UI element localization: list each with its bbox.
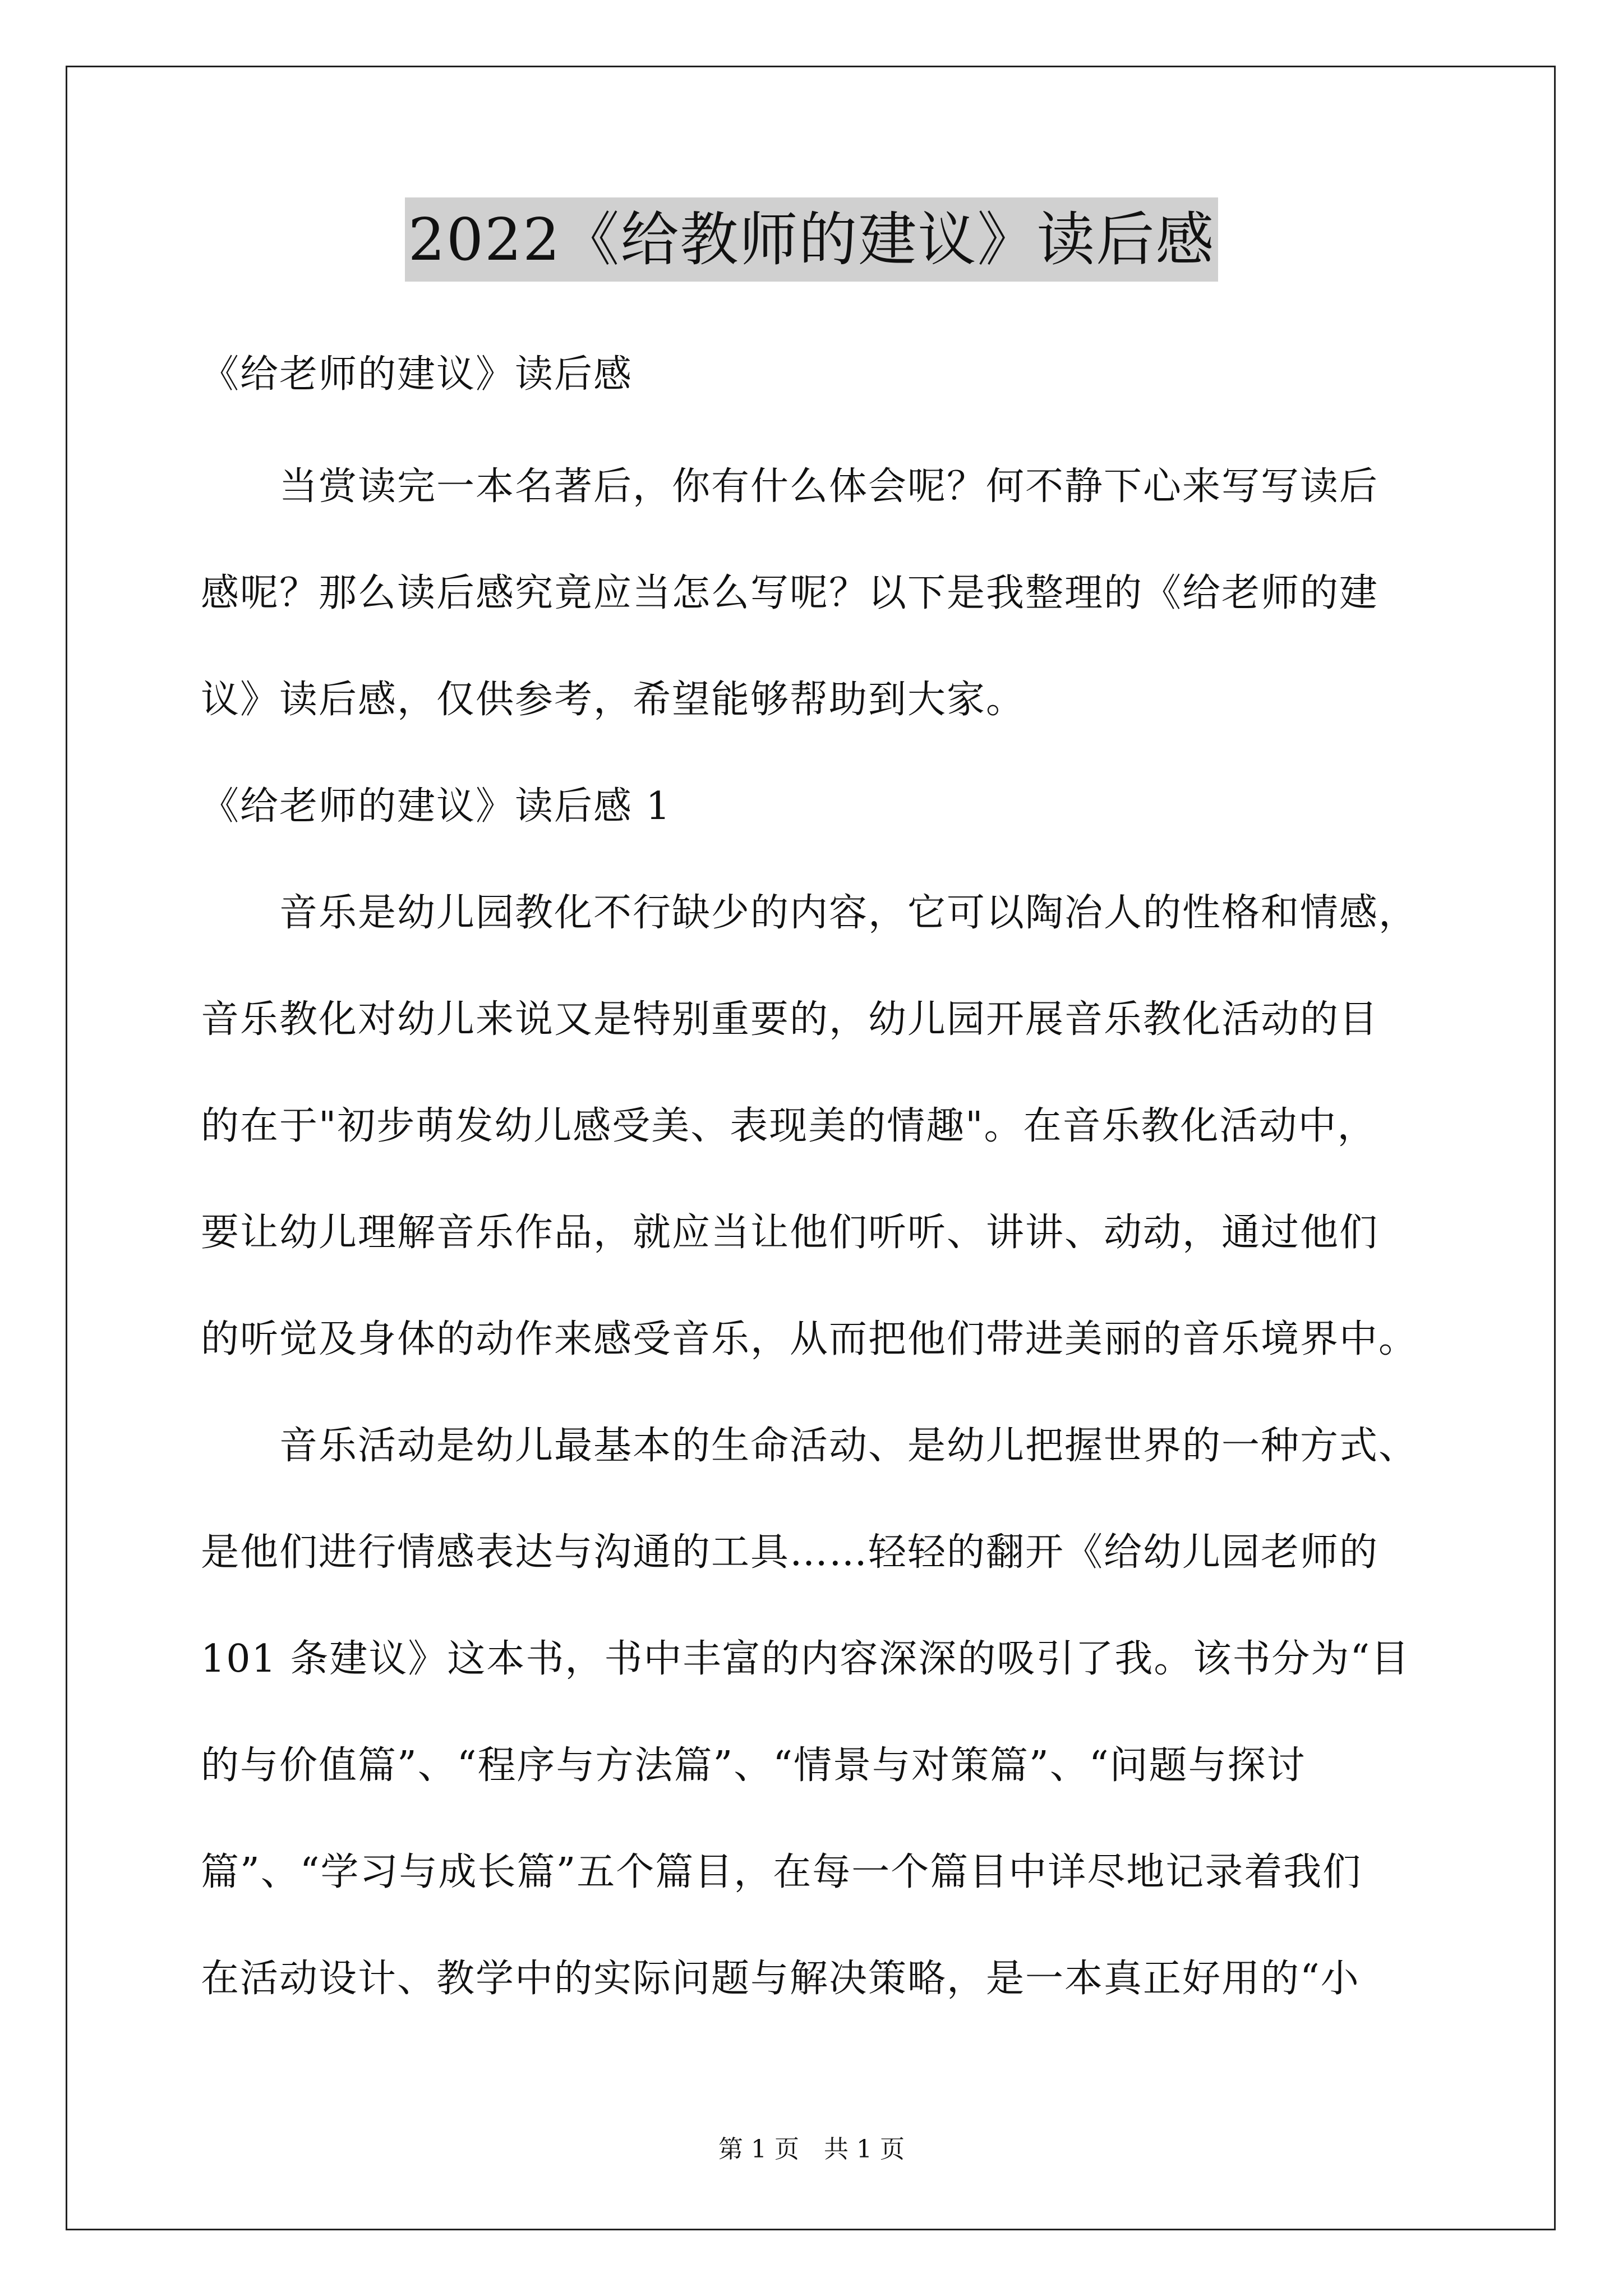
text-line: 是他们进行情感表达与沟通的工具……轻轻的翻开《给幼儿园老师的 bbox=[201, 1530, 1379, 1575]
text-line: 感呢？那么读后感究竟应当怎么写呢？以下是我整理的《给老师的建 bbox=[201, 571, 1379, 615]
text-line: 的听觉及身体的动作来感受音乐，从而把他们带进美丽的音乐境界中。 bbox=[201, 1317, 1418, 1361]
document-title bbox=[0, 197, 1623, 282]
text-line: 要让幼儿理解音乐作品，就应当让他们听听、讲讲、动动，通过他们 bbox=[201, 1211, 1379, 1255]
text-line: 音乐是幼儿园教化不行缺少的内容，它可以陶冶人的性格和情感， bbox=[201, 891, 1418, 935]
text-line: 音乐教化对幼儿来说又是特别重要的，幼儿园开展音乐教化活动的目 bbox=[201, 997, 1379, 1042]
text-line: 当赏读完一本名著后，你有什么体会呢？何不静下心来写写读后 bbox=[201, 464, 1379, 509]
text-line: 《给老师的建议》读后感 1 bbox=[201, 784, 671, 829]
text-line: 音乐活动是幼儿最基本的生命活动、是幼儿把握世界的一种方式、 bbox=[201, 1424, 1418, 1468]
text-line: 篇”、“学习与成长篇”五个篇目，在每一个篇目中详尽地记录着我们 bbox=[201, 1850, 1362, 1894]
text-line: 101 条建议》这本书，书中丰富的内容深深的吸引了我。该书分为“目 bbox=[201, 1637, 1410, 1681]
page-footer: 第 1 页 共 1 页 bbox=[718, 2135, 905, 2164]
text-line: 议》读后感，仅供参考，希望能够帮助到大家。 bbox=[201, 678, 1026, 722]
text-line: 在活动设计、教学中的实际问题与解决策略，是一本真正好用的“小 bbox=[201, 1957, 1360, 2001]
document-title-text: 2022《给教师的建议》读后感 bbox=[405, 197, 1219, 282]
text-line: 的与价值篇”、“程序与方法篇”、“情景与对策篇”、“问题与探讨 bbox=[201, 1743, 1306, 1788]
text-line: 的在于"初步萌发幼儿感受美、表现美的情趣"。在音乐教化活动中， bbox=[201, 1104, 1377, 1148]
text-line: 《给老师的建议》读后感 bbox=[201, 352, 633, 397]
